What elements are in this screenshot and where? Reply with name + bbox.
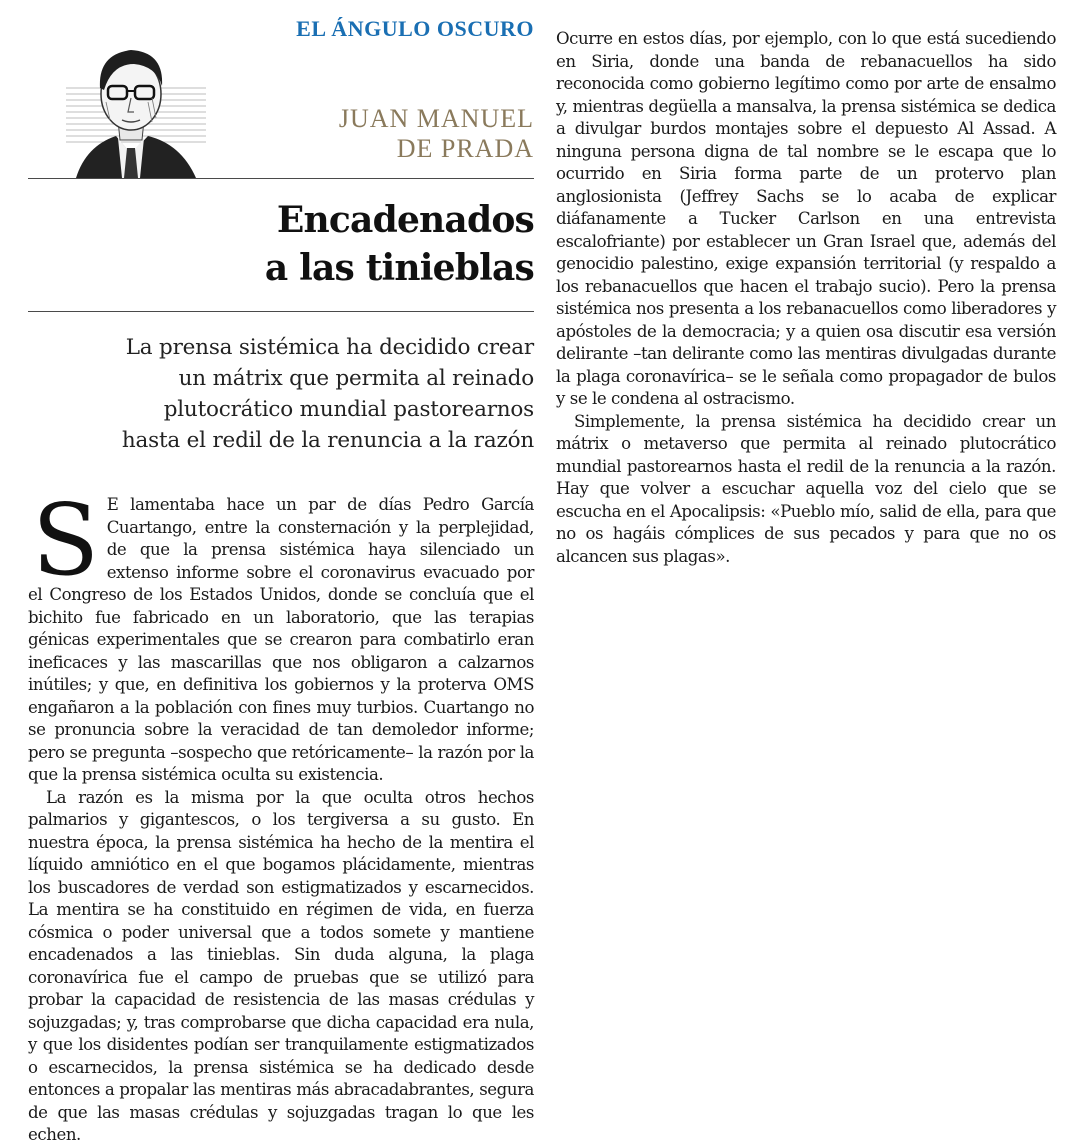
deck-line3: plutocrático mundial pastorearnos — [163, 397, 534, 422]
deck-line1: La prensa sistémica ha decidido crear — [125, 335, 534, 360]
author-name-line1: JUAN MANUEL — [338, 104, 534, 133]
body-paragraph: La razón es la misma por la que oculta otros hechos palmarios y gigantescos, o los tergiversa a su gusto. En nuestra época, la prensa sistémica ha hecho de la mentira el líquido amniótico en el que bogamos plácidamente, mientras los buscadores de verdad son estigmatizados y escarnecidos. La mentira se ha constituido en régimen de vida, en fuerza cósmica o poder universal que a todos somete y mantiene encadenados a las tinieblas. Sin duda alguna, la plaga coronavírica fue el campo de pruebas que se utilizó para probar la capacidad de resistencia de las masas crédulas y sojuzgadas; y, tras comprobarse que dicha capacidad era nula, y que los disidentes podían ser tranquilamente estigmatizados o escarnecidos, la prensa sistémica se ha dedicado desde entonces a propalar las mentiras más abracadabrantes, segura de que las masas crédulas y sojuzgadas tragan lo que les echen. — [28, 787, 534, 1144]
body-paragraph: Simplemente, la prensa sistémica ha decidido crear un mátrix o metaverso que permita al reinado plutocrático mundial pastorearnos hasta el redil de la renuncia a la razón. Hay que volver a escuchar aquella voz del cielo que se escucha en el Apocalipsis: «Pueblo mío, salid de ella, para que no os hagáis cómplices de sus pecados y para que no os alcancen sus plagas». — [556, 411, 1056, 566]
author-name-line2: DE PRADA — [396, 134, 534, 163]
headline — [265, 196, 534, 292]
divider — [28, 178, 534, 179]
body-paragraph: Ocurre en estos días, por ejemplo, con lo que está sucediendo en Siria, donde una banda de rebanacuellos ha sido reconocida como gobierno legítimo como por arte de ensalmo y, mientras degüella a mansalva, la prensa sistémica se dedica a divulgar burdos montajes sobre el depuesto Al Assad. A ninguna persona digna de tal nombre se le escapa que lo ocurrido en Siria forma parte de un protervo plan anglosionista (Jeffrey Sachs se lo acaba de explicar diáfanamente a Tucker Carlson en una entrevista escalofriante) por establecer un Gran Israel que, además del genocidio palestino, exige expansión territorial (y respaldo a los rebanacuellos que hacen el trabajo sucio). Pero la prensa sistémica nos presenta a los rebanacuellos como liberadores y apóstoles de la democracia; y a quien osa discutir esa versión delirante –tan delirante como las mentiras divulgadas durante la plaga coronavírica– se le señala como propagador de bulos y se le condena al ostracismo. — [556, 29, 1056, 408]
headline-line2: a las tinieblas — [264, 247, 534, 289]
deck-subtitle — [122, 332, 534, 456]
body-paragraph — [28, 484, 534, 787]
section-label: EL ÁNGULO OSCURO — [296, 16, 534, 41]
headline-line1: Encadenados — [276, 199, 534, 241]
divider — [28, 311, 534, 312]
deck-line4: hasta el redil de la renuncia a la razón — [121, 428, 534, 453]
body-paragraph-text: E lamentaba hace un par de días Pedro García Cuartango, entre la consternación y la perplejidad, de que la prensa sistémica haya silenciado un extenso informe sobre el coronavirus evacuado por el Congreso de los Estados Unidos, donde se concluía que el bichito fue fabricado en un laboratorio, que las terapias génicas experimentales que se crearon para combatirlo eran ineficaces y las mascarillas que nos obligaron a calzarnos inútiles; y que, en definitiva los gobiernos y la proterva OMS engañaron a la población con fines muy turbios. Cuartango no se pronuncia sobre la veracidad de tan demoledor informe; pero se pregunta –sospecho que retóricamente– la razón por la que la prensa sistémica oculta su existencia. — [28, 495, 534, 784]
drop-cap: S — [32, 484, 99, 598]
article-body-right — [556, 28, 1056, 568]
author-portrait-icon — [56, 28, 206, 178]
article-body-left — [28, 484, 534, 1147]
deck-line2: un mátrix que permita al reinado — [178, 366, 534, 391]
author-portrait — [56, 28, 206, 178]
article-header-column — [28, 0, 534, 1144]
author-name — [339, 104, 534, 164]
